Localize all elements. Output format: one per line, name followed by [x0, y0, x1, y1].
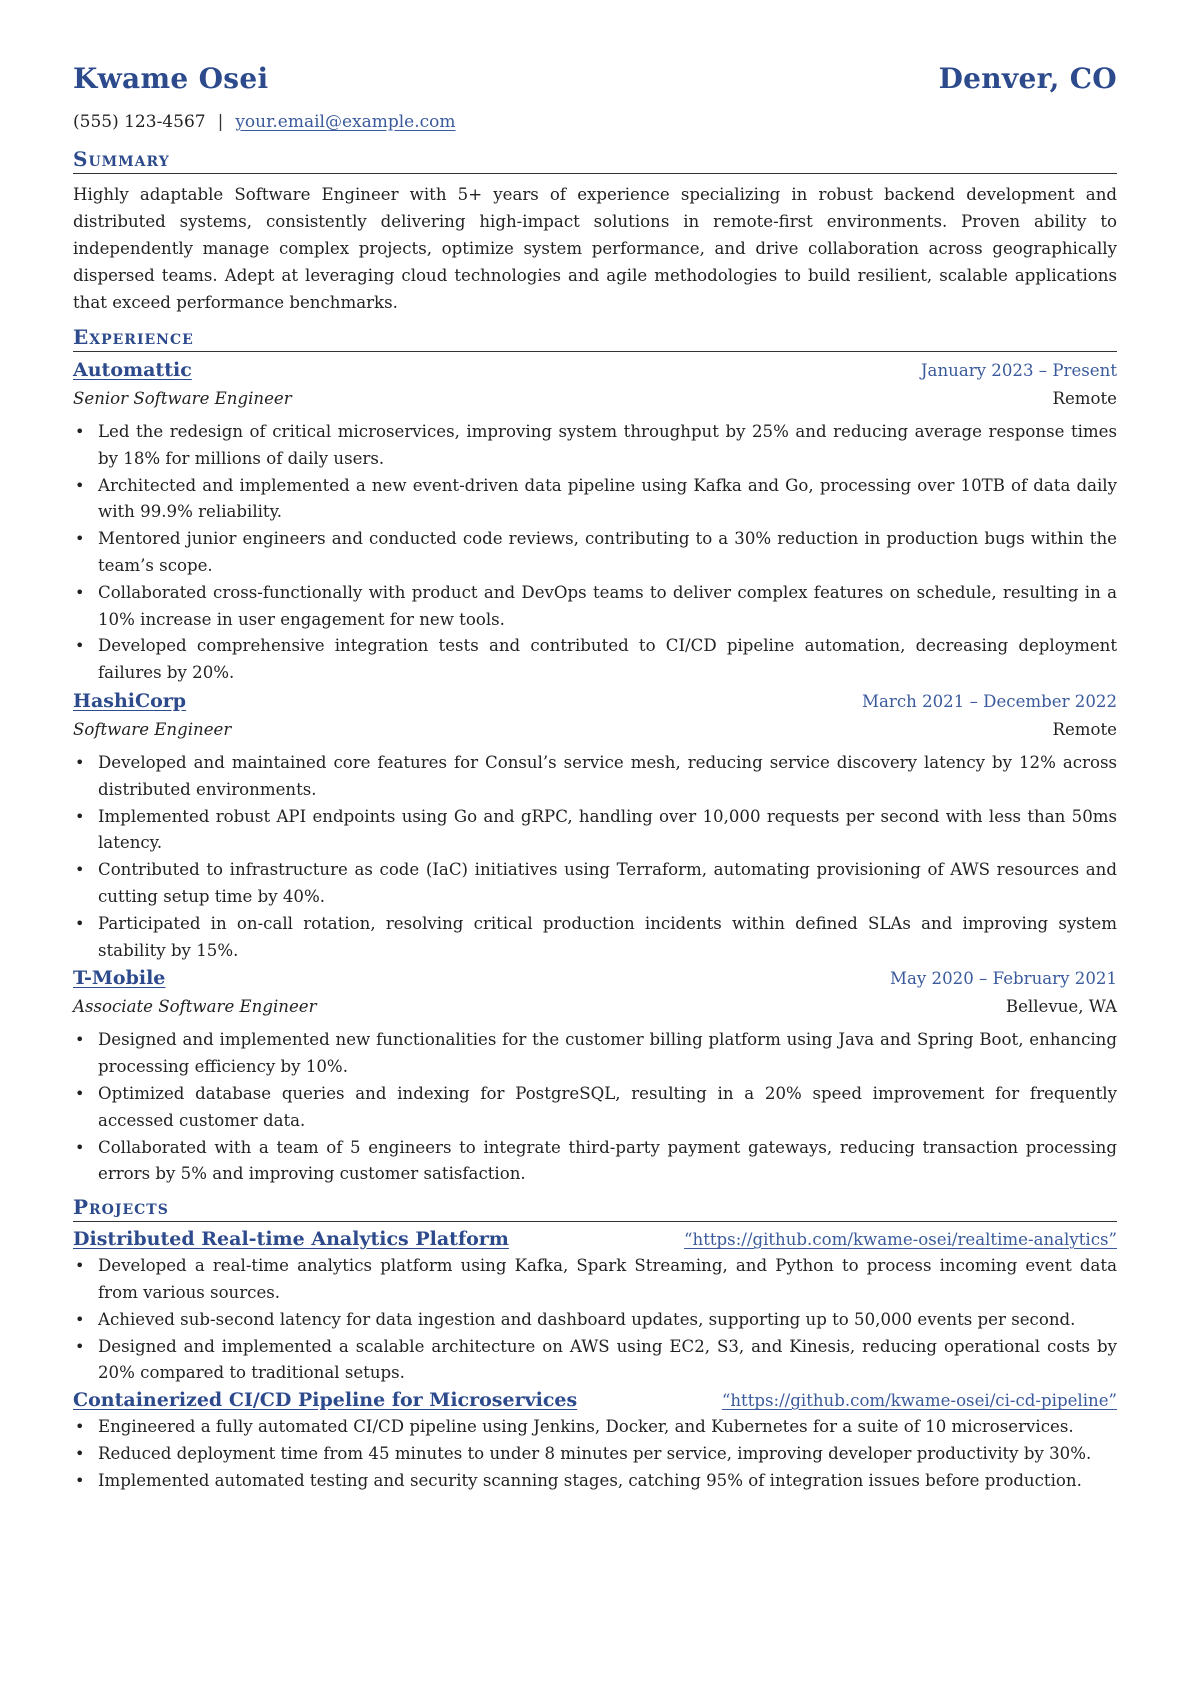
project-detail-list [73, 1253, 1117, 1387]
project-detail-item: • Engineered a fully automated CI/CD pipeline using Jenkins, Docker, and Kubernetes for a suite of 10 microservices. [98, 1414, 1117, 1441]
achievement-list [73, 419, 1117, 687]
contact-info [73, 110, 1117, 138]
phone-number: (555) 123-4567 [73, 112, 206, 132]
achievement-item: • Developed and maintained core features for Consul’s service mesh, reducing service discovery latency by 12% across distributed environments. [98, 750, 1117, 804]
project-title-link[interactable]: Containerized CI/CD Pipeline for Microservices [73, 1389, 578, 1412]
achievement-item: • Architected and implemented a new event-driven data pipeline using Kafka and Go, processing over 10TB of data daily with 99.9% reliability. [98, 473, 1117, 527]
achievement-list [73, 750, 1117, 964]
achievement-item: • Contributed to infrastructure as code (IaC) initiatives using Terraform, automating provisioning of AWS resources and cutting setup time by 40%. [98, 857, 1117, 911]
job-title: Software Engineer [73, 719, 232, 739]
company-link[interactable]: HashiCorp [73, 689, 187, 712]
project-detail-list [73, 1414, 1117, 1494]
project-detail-item: • Achieved sub-second latency for data ingestion and dashboard updates, supporting up to 50,000 events per second. [98, 1307, 1117, 1334]
achievement-item: • Led the redesign of critical microservices, improving system throughput by 25% and reducing average response times by 18% for millions of daily users. [98, 419, 1117, 473]
achievement-item: • Developed comprehensive integration tests and contributed to CI/CD pipeline automation, decreasing deployment failures by 20%. [98, 633, 1117, 687]
employment-dates: May 2020 – February 2021 [890, 969, 1117, 989]
experience-entry [73, 964, 1117, 1188]
project-detail-item: • Designed and implemented a scalable architecture on AWS using EC2, S3, and Kinesis, reducing operational costs by 20% compared to traditional setups. [98, 1334, 1117, 1388]
contact-separator: | [217, 112, 224, 132]
resume-header [73, 62, 1117, 106]
achievement-item: • Implemented robust API endpoints using Go and gRPC, handling over 10,000 requests per second with less than 50ms latency. [98, 804, 1117, 858]
candidate-name: Kwame Osei [73, 62, 269, 95]
employment-dates: January 2023 – Present [920, 361, 1117, 380]
achievement-item: • Optimized database queries and indexing for PostgreSQL, resulting in a 20% speed improvement for frequently accessed customer data. [98, 1081, 1117, 1135]
section-heading-summary: Summary [73, 146, 1117, 174]
project-repo-link[interactable]: “https://github.com/kwame-osei/realtime-analytics” [684, 1230, 1117, 1250]
project-detail-item: • Developed a real-time analytics platform using Kafka, Spark Streaming, and Python to process incoming event data from various sources. [98, 1253, 1117, 1307]
experience-entry-header [73, 356, 1117, 385]
company-link[interactable]: T-Mobile [73, 967, 166, 990]
experience-entry-header [73, 687, 1117, 716]
experience-list [73, 356, 1117, 1188]
email-link[interactable]: your.email@example.com [235, 112, 456, 132]
job-location: Bellevue, WA [1005, 997, 1117, 1017]
employment-dates: March 2021 – December 2022 [862, 691, 1117, 711]
experience-entry-subheader [73, 385, 1117, 413]
achievement-item: • Participated in on-call rotation, resolving critical production incidents within defined SLAs and improving system stability by 15%. [98, 911, 1117, 965]
project-repo-link[interactable]: “https://github.com/kwame-osei/ci-cd-pipeline” [721, 1391, 1117, 1411]
project-entry [73, 1387, 1117, 1494]
candidate-location: Denver, CO [938, 62, 1117, 95]
company-link[interactable]: Automattic [73, 359, 192, 381]
job-location: Remote [1052, 389, 1117, 408]
project-entry [73, 1226, 1117, 1387]
project-detail-item: • Implemented automated testing and security scanning stages, catching 95% of integration issues before production. [98, 1468, 1117, 1495]
experience-entry-subheader [73, 993, 1117, 1021]
job-location: Remote [1052, 719, 1117, 739]
job-title: Senior Software Engineer [73, 389, 292, 408]
summary-paragraph: Highly adaptable Software Engineer with 5+ years of experience specializing in robust backend development and distributed systems, consistently delivering high-impact solutions in remote-first environments. Proven ability to independently manage complex projects, optimize system performance, and drive collaboration across geographically dispersed teams. Adept at leveraging cloud technologies and agile methodologies to build resilient, scalable applications that exceed performance benchmarks. [73, 185, 1117, 312]
project-detail-item: • Reduced deployment time from 45 minutes to under 8 minutes per service, improving developer productivity by 30%. [98, 1441, 1117, 1468]
achievement-list [73, 1027, 1117, 1188]
project-entry-header [73, 1387, 1117, 1414]
achievement-item: • Designed and implemented new functionalities for the customer billing platform using Java and Spring Boot, enhancing processing efficiency by 10%. [98, 1027, 1117, 1081]
experience-entry-header [73, 964, 1117, 993]
achievement-item: • Mentored junior engineers and conducted code reviews, contributing to a 30% reduction in production bugs within the team’s scope. [98, 526, 1117, 580]
experience-entry [73, 687, 1117, 964]
project-title-link[interactable]: Distributed Real-time Analytics Platform [73, 1228, 509, 1251]
achievement-item: • Collaborated with a team of 5 engineers to integrate third-party payment gateways, reducing transaction processing errors by 5% and improving customer satisfaction. [98, 1135, 1117, 1189]
experience-entry [73, 356, 1117, 687]
section-heading-projects: Projects [73, 1194, 1117, 1222]
achievement-item: • Collaborated cross-functionally with product and DevOps teams to deliver complex features on schedule, resulting in a 10% increase in user engagement for new tools. [98, 580, 1117, 634]
job-title: Associate Software Engineer [73, 997, 317, 1017]
project-entry-header [73, 1226, 1117, 1253]
experience-entry-subheader [73, 716, 1117, 744]
projects-list [73, 1226, 1117, 1494]
section-heading-experience: Experience [73, 324, 1117, 352]
